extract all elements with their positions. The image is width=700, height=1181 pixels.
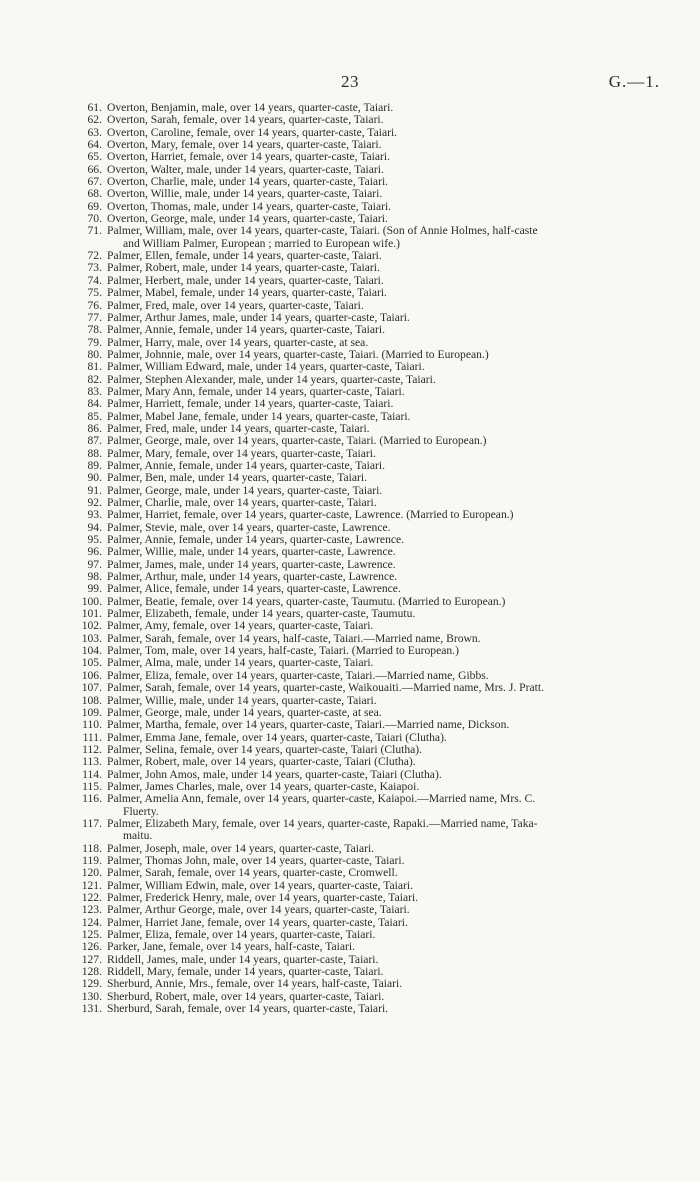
entry-number: 113. xyxy=(82,755,102,769)
entry-number: 89. xyxy=(87,458,102,472)
entry-number: 85. xyxy=(87,409,102,423)
entry-number: 62. xyxy=(87,113,102,127)
entry-number: 99. xyxy=(87,582,102,596)
entry-number: 110. xyxy=(82,718,102,732)
entry-number: 102. xyxy=(81,619,102,633)
entry-text-main: Palmer, William Edwin, male, over 14 years, quarter-caste, Taiari. xyxy=(107,878,414,892)
entry-text-main: Palmer, Ellen, female, under 14 years, quarter-caste, Taiari. xyxy=(107,249,382,263)
entry-text-main: Palmer, Arthur George, male, over 14 years, quarter-caste, Taiari. xyxy=(107,903,410,917)
entry-number: 105. xyxy=(81,656,102,670)
entry-text-main: Palmer, Sarah, female, over 14 years, quarter-caste, Waikouaiti.—Married name, Mrs. J. Pratt. xyxy=(107,681,544,695)
entry-text-main: Palmer, Robert, male, over 14 years, quarter-caste, Taiari (Clutha). xyxy=(107,755,416,769)
entry-text-main: Sherburd, Annie, Mrs., female, over 14 years, half-caste, Taiari. xyxy=(107,977,403,991)
entry-text-main: Palmer, Sarah, female, over 14 years, quarter-caste, Cromwell. xyxy=(107,866,398,880)
entry-number: 81. xyxy=(87,360,102,374)
entry-number: 61. xyxy=(87,101,102,114)
entry-number: 112. xyxy=(82,742,102,756)
entry-text-main: Palmer, Joseph, male, over 14 years, quarter-caste, Taiari. xyxy=(107,841,375,855)
entry-number: 77. xyxy=(87,310,102,324)
entry-text-main: Palmer, Harriet, female, over 14 years, quarter-caste, Lawrence. (Married to European.) xyxy=(107,508,514,522)
entry-number: 109. xyxy=(81,705,102,719)
entry-text-main: Overton, Charlie, male, under 14 years, quarter-caste, Taiari. xyxy=(107,175,389,189)
entry-text-main: Palmer, Mary Ann, female, under 14 years, quarter-caste, Taiari. xyxy=(107,384,405,398)
entry-number: 115. xyxy=(82,779,102,793)
entry-text-main: Palmer, Elizabeth, female, under 14 years, quarter-caste, Taumutu. xyxy=(107,607,416,621)
entry-text-main: Palmer, Tom, male, over 14 years, half-caste, Taiari. (Married to European.) xyxy=(107,644,459,658)
entry-text-main: Palmer, Mabel Jane, female, under 14 years, quarter-caste, Taiari. xyxy=(107,409,411,423)
entry-number: 91. xyxy=(87,483,102,497)
entry-text-main: Palmer, Herbert, male, under 14 years, quarter-caste, Taiari. xyxy=(107,273,384,287)
entry-text-main: Palmer, Stephen Alexander, male, under 14 years, quarter-caste, Taiari. xyxy=(107,372,436,386)
entry-text-main: Overton, Thomas, male, under 14 years, quarter-caste, Taiari. xyxy=(107,199,392,213)
entry-list xyxy=(58,102,658,1015)
entry-number: 84. xyxy=(87,397,102,411)
entry-number: 119. xyxy=(82,853,102,867)
entry-text-main: Palmer, Johnnie, male, over 14 years, quarter-caste, Taiari. (Married to European.) xyxy=(107,347,489,361)
entry-text-main: Palmer, Eliza, female, over 14 years, quarter-caste, Taiari.—Married name, Gibbs. xyxy=(107,668,489,682)
entry-text-main: Palmer, Stevie, male, over 14 years, quarter-caste, Lawrence. xyxy=(107,520,391,534)
entry-number: 94. xyxy=(87,520,102,534)
page-number: 23 xyxy=(341,72,359,91)
entry-text-main: Palmer, Sarah, female, over 14 years, half-caste, Taiari.—Married name, Brown. xyxy=(107,631,481,645)
entry-number: 130. xyxy=(81,989,102,1003)
entry-text-continuation: Fluerty. xyxy=(123,804,159,818)
entry-text-main: Palmer, John Amos, male, under 14 years, quarter-caste, Taiari (Clutha). xyxy=(107,767,442,781)
entry-text-main: Overton, Mary, female, over 14 years, quarter-caste, Taiari. xyxy=(107,138,382,152)
entry-text-main: Palmer, Willie, male, under 14 years, quarter-caste, Taiari. xyxy=(107,693,377,707)
entry-text-main: Palmer, Charlie, male, over 14 years, quarter-caste, Taiari. xyxy=(107,496,377,509)
entry-number: 79. xyxy=(87,335,102,349)
entry-number: 74. xyxy=(87,273,102,287)
entry-number: 69. xyxy=(87,199,102,213)
entry-text-main: Palmer, Harriett, female, under 14 years, quarter-caste, Taiari. xyxy=(107,397,394,411)
entry-text-main: Parker, Jane, female, over 14 years, half-caste, Taiari. xyxy=(107,940,355,954)
entry-number: 98. xyxy=(87,570,102,584)
entry-number: 111. xyxy=(82,730,102,744)
entry-text-main: Palmer, Harriet Jane, female, over 14 years, quarter-caste, Taiari. xyxy=(107,915,408,929)
entry-text-main: Palmer, Amy, female, over 14 years, quarter-caste, Taiari. xyxy=(107,619,374,633)
entry-number: 70. xyxy=(87,212,102,226)
entry-number: 90. xyxy=(87,471,102,485)
entry-number: 68. xyxy=(87,187,102,201)
entry-text-main: Overton, Benjamin, male, over 14 years, quarter-caste, Taiari. xyxy=(107,101,394,114)
entry-text-main: Palmer, Beatie, female, over 14 years, quarter-caste, Taumutu. (Married to European.) xyxy=(107,594,506,608)
entry-number: 83. xyxy=(87,384,102,398)
entry-number: 117. xyxy=(82,816,102,830)
entry-number: 124. xyxy=(81,915,102,929)
entry-number: 93. xyxy=(87,508,102,522)
entry-text-main: Palmer, Frederick Henry, male, over 14 years, quarter-caste, Taiari. xyxy=(107,891,419,904)
entry-text-main: Palmer, William Edward, male, under 14 years, quarter-caste, Taiari. xyxy=(107,360,425,374)
entry-number: 125. xyxy=(81,928,102,942)
entry-text-main: Overton, Walter, male, under 14 years, quarter-caste, Taiari. xyxy=(107,162,384,176)
entry-text-continuation: maitu. xyxy=(123,829,153,843)
entry-number: 87. xyxy=(87,434,102,448)
entry-number: 104. xyxy=(81,644,102,658)
entry-number: 131. xyxy=(81,1002,102,1016)
entry-number: 80. xyxy=(87,347,102,361)
entry-text-main: Overton, Willie, male, under 14 years, quarter-caste, Taiari. xyxy=(107,187,383,201)
list-item xyxy=(58,1003,658,1015)
entry-text-main: Palmer, Harry, male, over 14 years, quarter-caste, at sea. xyxy=(107,335,369,349)
entry-text-main: Overton, Caroline, female, over 14 years, quarter-caste, Taiari. xyxy=(107,125,398,139)
list-item xyxy=(58,793,658,818)
entry-text xyxy=(102,225,538,250)
entry-number: 92. xyxy=(87,496,102,509)
entry-text-main: Palmer, George, male, under 14 years, quarter-caste, at sea. xyxy=(107,705,382,719)
entry-text-main: Sherburd, Robert, male, over 14 years, quarter-caste, Taiari. xyxy=(107,989,385,1003)
entry-number: 118. xyxy=(82,841,102,855)
entry-number: 63. xyxy=(87,125,102,139)
entry-text-main: Palmer, William, male, over 14 years, quarter-caste, Taiari. (Son of Annie Holmes, half-caste xyxy=(107,224,538,238)
entry-number: 129. xyxy=(81,977,102,991)
entry-text-main: Palmer, Arthur James, male, under 14 years, quarter-caste, Taiari. xyxy=(107,310,410,324)
entry-number: 78. xyxy=(87,323,102,337)
entry-text-main: Palmer, Annie, female, under 14 years, quarter-caste, Taiari. xyxy=(107,323,386,337)
entry-number: 96. xyxy=(87,545,102,559)
entry-number: 116. xyxy=(82,792,102,806)
entry-number: 107. xyxy=(81,681,102,695)
entry-number: 66. xyxy=(87,162,102,176)
entry-number: 82. xyxy=(87,372,102,386)
entry-text-main: Palmer, Annie, female, under 14 years, quarter-caste, Lawrence. xyxy=(107,533,405,547)
document-reference: G.—1. xyxy=(608,72,660,91)
entry-text-main: Overton, Sarah, female, over 14 years, quarter-caste, Taiari. xyxy=(107,113,384,127)
entry-number: 126. xyxy=(81,940,102,954)
list-item xyxy=(58,818,658,843)
entry-number: 101. xyxy=(81,607,102,621)
entry-text-main: Palmer, Elizabeth Mary, female, over 14 years, quarter-caste, Rapaki.—Married name, Taka- xyxy=(107,816,538,830)
entry-text-main: Palmer, Emma Jane, female, over 14 years, quarter-caste, Taiari (Clutha). xyxy=(107,730,447,744)
entry-text-main: Sherburd, Sarah, female, over 14 years, quarter-caste, Taiari. xyxy=(107,1002,389,1016)
entry-text-main: Palmer, Amelia Ann, female, over 14 years, quarter-caste, Kaiapoi.—Married name, Mrs. C. xyxy=(107,792,536,806)
entry-number: 100. xyxy=(81,594,102,608)
entry-number: 128. xyxy=(81,965,102,979)
entry-number: 65. xyxy=(87,150,102,164)
entry-text-main: Palmer, Ben, male, under 14 years, quarter-caste, Taiari. xyxy=(107,471,367,485)
entry-number: 122. xyxy=(81,891,102,904)
entry-text-main: Palmer, Fred, male, under 14 years, quarter-caste, Taiari. xyxy=(107,421,370,435)
entry-number: 88. xyxy=(87,446,102,460)
entry-text-main: Palmer, Mary, female, over 14 years, quarter-caste, Taiari. xyxy=(107,446,376,460)
entry-text-main: Palmer, James, male, under 14 years, quarter-caste, Lawrence. xyxy=(107,557,396,571)
entry-text-main: Palmer, Fred, male, over 14 years, quarter-caste, Taiari. xyxy=(107,298,364,312)
entry-text-main: Palmer, Arthur, male, under 14 years, quarter-caste, Lawrence. xyxy=(107,570,398,584)
entry-text-continuation: and William Palmer, European ; married to European wife.) xyxy=(123,236,401,250)
entry-text-main: Palmer, Thomas John, male, over 14 years, quarter-caste, Taiari. xyxy=(107,853,405,867)
entry-number: 95. xyxy=(87,533,102,547)
entry-number: 76. xyxy=(87,298,102,312)
entry-number: 73. xyxy=(87,261,102,275)
entry-text-main: Palmer, Robert, male, under 14 years, quarter-caste, Taiari. xyxy=(107,261,380,275)
entry-text-main: Riddell, James, male, under 14 years, quarter-caste, Taiari. xyxy=(107,952,379,966)
entry-text-main: Riddell, Mary, female, under 14 years, quarter-caste, Taiari. xyxy=(107,965,384,979)
entry-text xyxy=(102,818,538,843)
entry-number: 103. xyxy=(81,631,102,645)
entry-number: 106. xyxy=(81,668,102,682)
entry-text-main: Palmer, Alma, male, under 14 years, quarter-caste, Taiari. xyxy=(107,656,374,670)
entry-number: 71. xyxy=(87,224,102,238)
entry-number: 127. xyxy=(81,952,102,966)
entry-number: 121. xyxy=(81,878,102,892)
entry-text-main: Overton, Harriet, female, over 14 years, quarter-caste, Taiari. xyxy=(107,150,390,164)
entry-text xyxy=(102,1003,388,1015)
entry-number: 75. xyxy=(87,286,102,300)
entry-text-main: Palmer, Alice, female, under 14 years, quarter-caste, Lawrence. xyxy=(107,582,401,596)
entry-text xyxy=(102,793,535,818)
entry-text-main: Palmer, Annie, female, under 14 years, quarter-caste, Taiari. xyxy=(107,458,386,472)
entry-text-main: Palmer, George, male, under 14 years, quarter-caste, Taiari. xyxy=(107,483,383,497)
entry-number: 108. xyxy=(81,693,102,707)
entry-text-main: Palmer, Eliza, female, over 14 years, quarter-caste, Taiari. xyxy=(107,928,376,942)
entry-number: 86. xyxy=(87,421,102,435)
entry-text-main: Palmer, George, male, over 14 years, quarter-caste, Taiari. (Married to European.) xyxy=(107,434,487,448)
entry-number: 97. xyxy=(87,557,102,571)
list-item xyxy=(58,225,658,250)
entry-text-main: Palmer, Willie, male, under 14 years, quarter-caste, Lawrence. xyxy=(107,545,396,559)
entry-number: 120. xyxy=(81,866,102,880)
entry-number: 72. xyxy=(87,249,102,263)
entry-text-main: Overton, George, male, under 14 years, quarter-caste, Taiari. xyxy=(107,212,388,226)
entry-text-main: Palmer, Selina, female, over 14 years, quarter-caste, Taiari (Clutha). xyxy=(107,742,423,756)
entry-text-main: Palmer, Mabel, female, under 14 years, quarter-caste, Taiari. xyxy=(107,286,387,300)
entry-number: 123. xyxy=(81,903,102,917)
entry-number: 114. xyxy=(82,767,102,781)
entry-number: 67. xyxy=(87,175,102,189)
entry-text-main: Palmer, James Charles, male, over 14 years, quarter-caste, Kaiapoi. xyxy=(107,779,420,793)
entry-number: 64. xyxy=(87,138,102,152)
entry-text-main: Palmer, Martha, female, over 14 years, quarter-caste, Taiari.—Married name, Dickson. xyxy=(107,718,510,732)
